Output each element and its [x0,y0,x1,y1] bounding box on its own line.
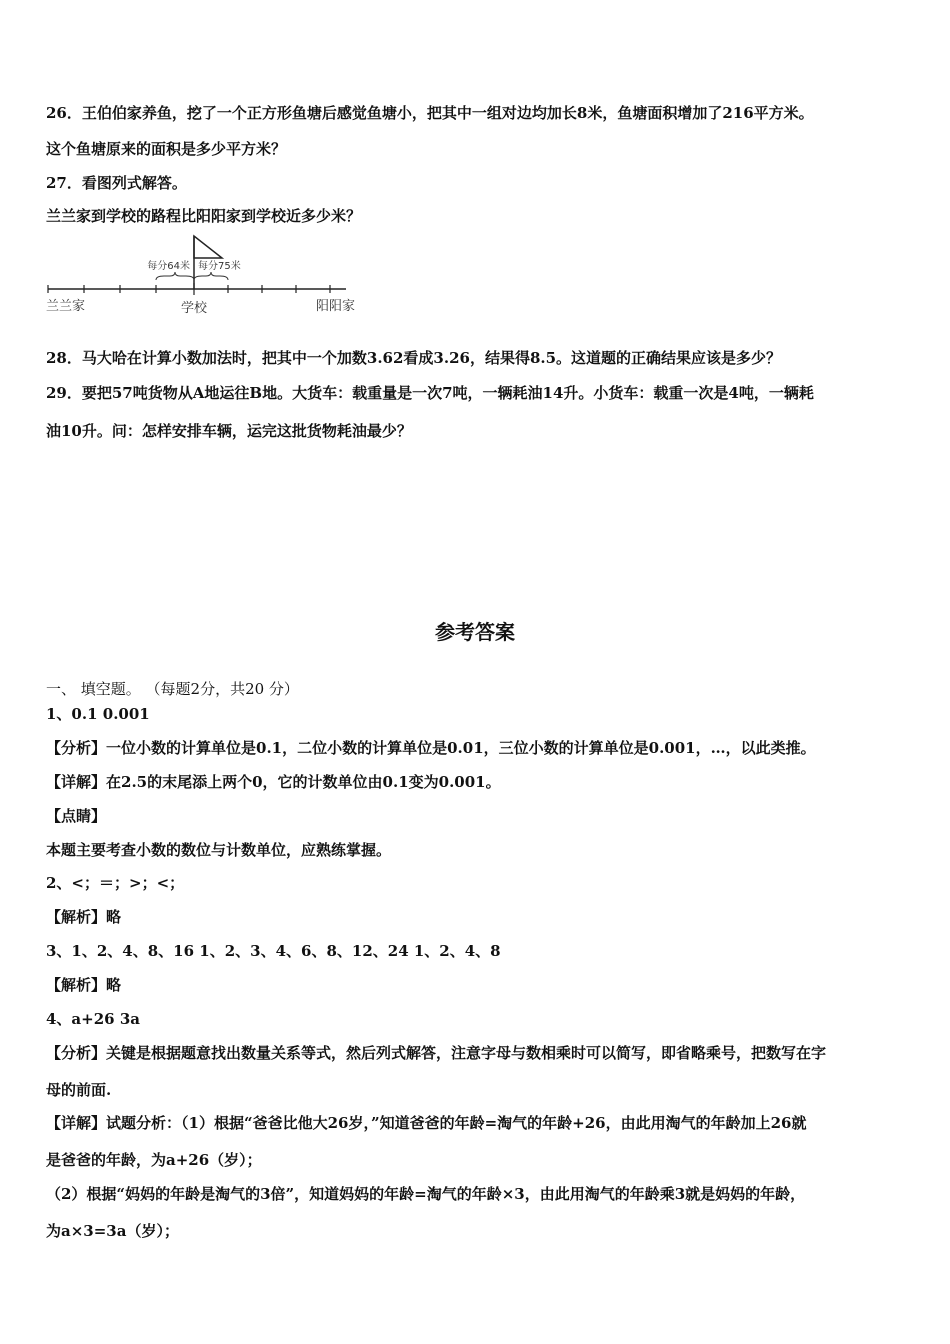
answer-4-analysis-line1: 【分析】关键是根据题意找出数量关系等式，然后列式解答，注意字母与数相乘时可以简写，即省略乘号，把数写在字 [46,1044,827,1062]
lan-home-label: 兰兰家 [46,299,86,314]
lan-speed-label: 每分64米 [147,261,190,272]
question-28: 28．马大哈在计算小数加法时，把其中一个加数3.62看成3.26，结果得8.5。这道题的正确结果应该是多少？ [46,349,782,367]
school-label: 学校 [180,301,208,316]
yang-brace [194,272,228,280]
answer-3: 3、1、2、4、8、16 1、2、3、4、6、8、12、24 1、2、4、8 [46,942,501,960]
question-27-line1: 27．看图列式解答。 [46,174,187,192]
section-1-heading: 一、 填空题。 （每题2分，共20 分） [46,680,299,698]
yang-speed-label: 每分75米 [198,261,241,272]
school-flag-icon [194,236,222,258]
question-27-line2: 兰兰家到学校的路程比阳阳家到学校近多少米？ [46,207,362,225]
answer-4: 4、a+26 3a [46,1010,140,1028]
distance-diagram [40,234,380,318]
yang-home-label: 阳阳家 [316,299,356,314]
answer-1: 1、0.1 0.001 [46,705,150,723]
answer-4-detail-line1: 【详解】试题分析：（1）根据“爸爸比他大26岁，”知道爸爸的年龄=淘气的年龄+26，由此用淘气的年龄加上26就 [46,1114,807,1132]
answer-4-detail-line2: 是爸爸的年龄，为a+26（岁）； [46,1151,262,1169]
answer-4-detail-line4: 为a×3=3a（岁）； [46,1222,179,1240]
answer-1-comment: 本题主要考查小数的数位与计数单位，应熟练掌握。 [46,841,392,859]
answer-1-comment-tag: 【点睛】 [46,807,107,825]
answer-2: 2、<；＝；>；<； [46,874,185,892]
lan-brace [156,272,194,280]
answer-4-analysis-line2: 母的前面. [46,1081,112,1099]
answers-title: 参考答案 [435,620,515,644]
answer-4-detail-line3: （2）根据“妈妈的年龄是淘气的3倍”，知道妈妈的年龄=淘气的年龄×3，由此用淘气的年龄乘3就是妈妈的年龄， [46,1185,806,1203]
question-26-line2: 这个鱼塘原来的面积是多少平方米？ [46,140,287,158]
answer-1-analysis: 【分析】一位小数的计算单位是0.1，二位小数的计算单位是0.01，三位小数的计算单位是0.001，…，以此类推。 [46,739,816,757]
question-29-line2: 油10升。问：怎样安排车辆，运完这批货物耗油最少？ [46,422,412,440]
answer-3-analysis: 【解析】略 [46,976,122,994]
question-26-line1: 26．王伯伯家养鱼，挖了一个正方形鱼塘后感觉鱼塘小，把其中一组对边均加长8米，鱼塘面积增加了216平方米。 [46,104,814,122]
answer-1-detail: 【详解】在2.5的末尾添上两个0，它的计数单位由0.1变为0.001。 [46,773,501,791]
answer-2-analysis: 【解析】略 [46,908,122,926]
question-29-line1: 29．要把57吨货物从A地运往B地。大货车：载重量是一次7吨，一辆耗油14升。小货车：载重一次是4吨，一辆耗 [46,384,814,402]
